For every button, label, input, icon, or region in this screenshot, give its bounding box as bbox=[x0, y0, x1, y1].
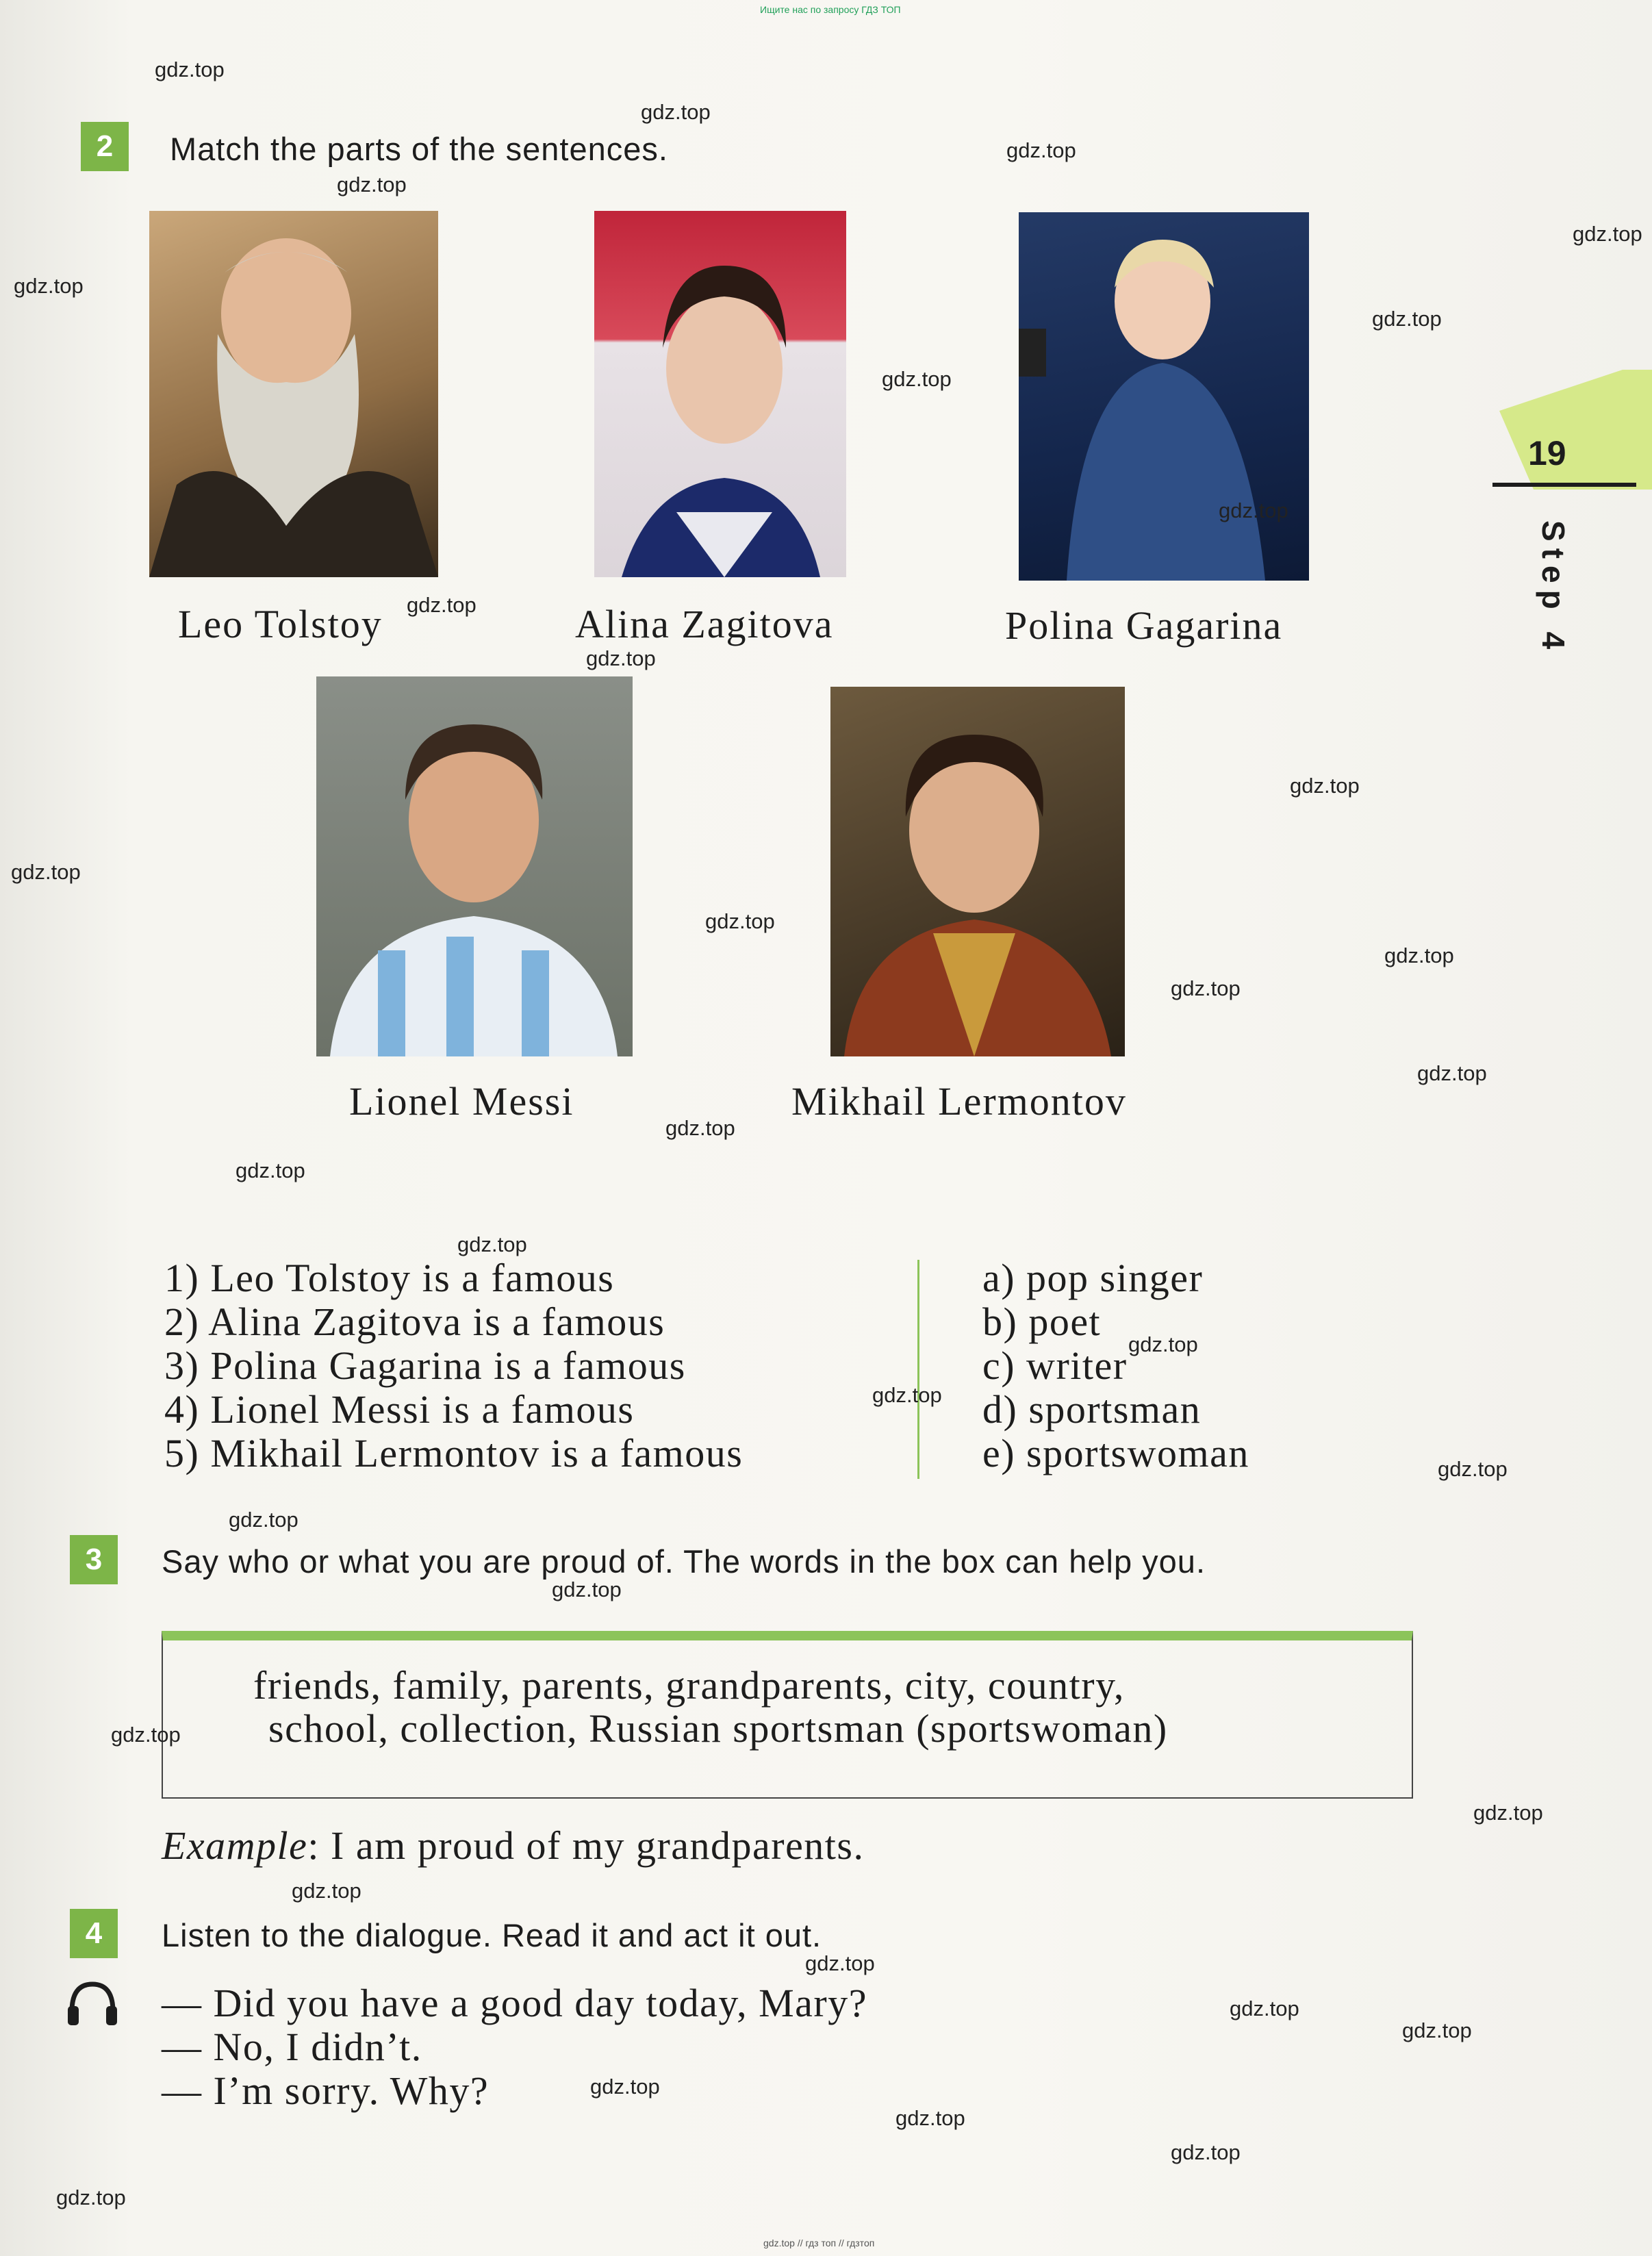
watermark: gdz.top bbox=[1219, 498, 1288, 522]
watermark: gdz.top bbox=[236, 1158, 305, 1182]
right-item-c: c) writer bbox=[982, 1343, 1128, 1388]
watermark: gdz.top bbox=[1573, 222, 1642, 246]
exercise-3-instruction: Say who or what you are proud of. The words in the box can help you. bbox=[162, 1543, 1206, 1580]
exercise-4-number: 4 bbox=[70, 1909, 118, 1958]
headphones-icon bbox=[65, 1979, 120, 2028]
word-box-line-1: friends, family, parents, grandparents, city, country, bbox=[253, 1663, 1125, 1708]
watermark: gdz.top bbox=[1006, 138, 1076, 162]
step-label: Step 4 bbox=[1536, 520, 1571, 657]
caption-lermontov: Mikhail Lermontov bbox=[791, 1079, 1127, 1124]
left-item-3: 3) Polina Gagarina is a famous bbox=[164, 1343, 686, 1388]
watermark: gdz.top bbox=[111, 1723, 181, 1747]
watermark: gdz.top bbox=[56, 2185, 126, 2209]
example-text: : I am proud of my grandparents. bbox=[307, 1823, 865, 1868]
watermark: gdz.top bbox=[705, 909, 775, 933]
watermark: gdz.top bbox=[1402, 2018, 1472, 2042]
watermark: gdz.top bbox=[1171, 2140, 1241, 2164]
watermark: gdz.top bbox=[155, 58, 225, 81]
watermark: gdz.top bbox=[1473, 1801, 1543, 1825]
right-item-d: d) sportsman bbox=[982, 1387, 1202, 1432]
watermark: gdz.top bbox=[586, 646, 656, 670]
caption-zagitova: Alina Zagitova bbox=[575, 602, 834, 646]
watermark: gdz.top bbox=[805, 1951, 875, 1975]
watermark: gdz.top bbox=[1128, 1332, 1198, 1356]
exercise-2-instruction: Match the parts of the sentences. bbox=[170, 131, 668, 167]
bottom-note: gdz.top // гдз топ // гдзтоп bbox=[763, 2238, 875, 2248]
dialogue-line-2: — No, I didn’t. bbox=[162, 2025, 422, 2069]
match-divider bbox=[917, 1260, 919, 1479]
watermark: gdz.top bbox=[14, 274, 84, 298]
right-item-a: a) pop singer bbox=[982, 1256, 1204, 1300]
exercise-3-number: 3 bbox=[70, 1535, 118, 1584]
page-number: 19 bbox=[1528, 434, 1566, 472]
example-sentence bbox=[162, 1823, 865, 1868]
watermark: gdz.top bbox=[665, 1116, 735, 1140]
watermark: gdz.top bbox=[11, 860, 81, 884]
watermark: gdz.top bbox=[1438, 1457, 1508, 1481]
watermark: gdz.top bbox=[641, 100, 711, 124]
exercise-2-number: 2 bbox=[81, 122, 129, 171]
watermark: gdz.top bbox=[872, 1383, 942, 1407]
watermark: gdz.top bbox=[895, 2106, 965, 2130]
right-item-b: b) poet bbox=[982, 1300, 1102, 1344]
watermark: gdz.top bbox=[1171, 976, 1241, 1000]
right-item-e: e) sportswoman bbox=[982, 1431, 1249, 1475]
watermark: gdz.top bbox=[457, 1232, 527, 1256]
watermark: gdz.top bbox=[229, 1508, 298, 1532]
photo-tolstoy bbox=[149, 211, 438, 577]
watermark: gdz.top bbox=[1384, 943, 1454, 967]
watermark: gdz.top bbox=[292, 1879, 361, 1903]
photo-gagarina bbox=[1019, 212, 1309, 581]
watermark: gdz.top bbox=[337, 173, 407, 197]
exercise-4-instruction: Listen to the dialogue. Read it and act it out. bbox=[162, 1917, 822, 1953]
watermark: gdz.top bbox=[1230, 1997, 1299, 2020]
watermark: gdz.top bbox=[552, 1577, 622, 1601]
top-note: Ищите нас по запросу ГДЗ ТОП bbox=[760, 4, 901, 15]
photo-messi bbox=[316, 676, 633, 1056]
example-label: Example bbox=[162, 1823, 308, 1868]
dialogue-line-1: — Did you have a good day today, Mary? bbox=[162, 1981, 867, 2025]
watermark: gdz.top bbox=[882, 367, 952, 391]
photo-lermontov bbox=[830, 687, 1125, 1056]
watermark: gdz.top bbox=[590, 2075, 660, 2099]
left-item-2: 2) Alina Zagitova is a famous bbox=[164, 1300, 665, 1344]
left-item-1: 1) Leo Tolstoy is a famous bbox=[164, 1256, 615, 1300]
caption-gagarina: Polina Gagarina bbox=[1005, 603, 1283, 648]
left-item-4: 4) Lionel Messi is a famous bbox=[164, 1387, 635, 1432]
dialogue-line-3: — I’m sorry. Why? bbox=[162, 2068, 490, 2113]
watermark: gdz.top bbox=[1417, 1061, 1487, 1085]
word-box-line-2: school, collection, Russian sportsman (sportswoman) bbox=[268, 1706, 1168, 1751]
watermark: gdz.top bbox=[407, 593, 476, 617]
step-tab bbox=[1492, 370, 1652, 1123]
left-item-5: 5) Mikhail Lermontov is a famous bbox=[164, 1431, 744, 1475]
watermark: gdz.top bbox=[1372, 307, 1442, 331]
caption-messi: Lionel Messi bbox=[349, 1079, 574, 1124]
watermark: gdz.top bbox=[1290, 774, 1360, 798]
photo-zagitova bbox=[594, 211, 846, 577]
caption-tolstoy: Leo Tolstoy bbox=[178, 602, 383, 646]
